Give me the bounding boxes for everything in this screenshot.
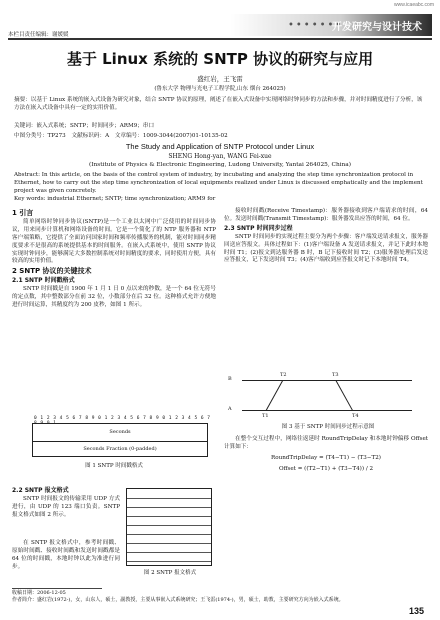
equation-delay: RoundTripDelay = (T4−T1) − (T3−T2) bbox=[271, 454, 381, 461]
figure-1-caption: 图 1 SNTP 时间戳格式 bbox=[85, 463, 143, 469]
figure-2-row bbox=[127, 516, 211, 517]
left-column bbox=[12, 208, 216, 310]
english-authors: SHENG Hong-yan, WANG Fei-xue bbox=[168, 153, 272, 160]
right-column bbox=[224, 208, 428, 265]
decorative-dots: ••••••• bbox=[288, 20, 344, 31]
figure-2 bbox=[122, 486, 218, 582]
figure-3-caption: 图 3 基于 SNTP 时间同步过程示意图 bbox=[281, 424, 375, 430]
figure-3 bbox=[226, 372, 430, 430]
section-2-3-text: SNTP 时间同步的实现过程主要分为两个步骤：客户端发送请求报文，服务器回送应答报文。具体过程如下：(1)客户端设备 A 发送请求报文，并记下此时本地时间 T1；(2)报文到达服务器 B 时，B 记下接收时间 T2；(3)服务器处理后发送应答报文，记下发送时间 T3；(4)客户端收到应答报文时记下本地时间 T4。 bbox=[224, 233, 428, 264]
section-2-1-heading: 2.1 SNTP 时间戳格式 bbox=[12, 277, 75, 285]
header-rule bbox=[8, 38, 432, 40]
figure-3-response-arrow bbox=[336, 380, 353, 410]
figure-2-row bbox=[127, 534, 211, 535]
figure-2-row bbox=[127, 525, 211, 526]
figure-3-label-t1: T1 bbox=[262, 413, 269, 419]
paper-title: 基于 Linux 系统的 SNTP 协议的研究与应用 bbox=[66, 50, 374, 68]
section-2-3-heading: 2.3 SNTP 时间同步过程 bbox=[224, 224, 293, 232]
figure-2-row bbox=[127, 561, 211, 562]
page-number: 135 bbox=[408, 606, 424, 616]
equation-offset: Offset = ((T2−T1) + (T3−T4)) / 2 bbox=[278, 465, 374, 472]
column-editor: 本栏目责任编辑：谢媛媛 bbox=[8, 32, 69, 38]
section-2-2-text: SNTP 时间报文的传输采用 UDP 方式进行，由 UDP 的 123 端口负责。SNTP 报文格式如图 2 所示。 bbox=[12, 495, 120, 518]
figure-1-fraction-label: Seconds Fraction (0-padded) bbox=[83, 446, 157, 452]
figure-1-divider bbox=[33, 441, 207, 442]
section-2-2-text-2: 在 SNTP 报文格式中，参考时间戳、原始时间戳、接收时间戳和发送时间戳都是 64 位的时间戳，本地时钟以此为准进行同步。 bbox=[12, 540, 120, 570]
paper-authors: 盛红岩，王飞雷 bbox=[197, 75, 243, 83]
english-abstract: Abstract: In this article, on the basis of the control system of industry, by incubating and analyzing the step time synchronization protocol in Ethernet, how to carry out the step time synchronization of local equipments realized under Linux is discussed emphatically and the implement project was given concretely. bbox=[14, 172, 423, 194]
figure-1-seconds-label: Seconds bbox=[109, 429, 131, 435]
english-affiliation: (Institute of Physics & Electronic Engineering, Ludong University, Yantai 264025, China) bbox=[88, 162, 351, 168]
section-title: 开发研究与设计技术 bbox=[332, 22, 422, 33]
figure-1 bbox=[12, 416, 216, 468]
section-2-heading: 2 SNTP 协议的关键技术 bbox=[12, 267, 92, 276]
figure-3-label-t4: T4 bbox=[352, 413, 359, 419]
paper-affiliation: (鲁东大学 物理与光电子工程学院,山东 烟台 264025) bbox=[154, 86, 286, 92]
figure-3-label-b: B bbox=[228, 376, 232, 382]
figure-2-row bbox=[127, 543, 211, 544]
right-column-lower bbox=[224, 436, 428, 474]
keywords-cn: 关键词：嵌入式系统；SNTP；时间同步；ARM9；串口 bbox=[14, 123, 155, 129]
abstract-cn: 摘要：以基于 Linux 系统的嵌入式设备为研究对象，结合 SNTP 协议的原理，阐述了在嵌入式设备中实现网络时钟同步的方法和步骤，并对时间精度进行了分析，该方法在嵌入式设备中具有一定的实用价值。 bbox=[14, 97, 423, 111]
figure-1-frame bbox=[32, 423, 208, 457]
figure-3-label-t3: T3 bbox=[332, 372, 339, 378]
figure-2-row bbox=[127, 498, 211, 499]
delay-explanation: 在整个交互过程中，网络往返延时 RoundTripDelay 和本地时钟偏移 Offset 计算如下： bbox=[224, 436, 428, 450]
figure-2-row bbox=[127, 507, 211, 508]
figure-3-label-t2: T2 bbox=[280, 372, 287, 378]
section-1-heading: 1 引言 bbox=[12, 209, 34, 217]
english-keywords: Key words: industrial Ethernet; SNTP; time synchronization; ARM9 for bbox=[14, 196, 216, 202]
footnote-author-bio: 作者简介：盛红岩(1972-)，女，山东人，硕士，副教授，主要从事嵌入式系统研究；王飞雷(1974-)，男，硕士，助教，主要研究方向为嵌入式系统。 bbox=[12, 597, 344, 603]
figure-3-request-arrow bbox=[266, 380, 283, 410]
figure-2-row bbox=[127, 552, 211, 553]
right-column-intro: 接收时间戳(Receive Timestamp)：服务器接收到客户端请求的时间，64 位。发送时间戳(Transmit Timestamp)：服务器发出应答的时间，64 位。 bbox=[224, 208, 428, 222]
footnote-received: 收稿日期：2006-12-05 bbox=[12, 590, 66, 596]
corner-url: www.icaeabc.com bbox=[393, 2, 434, 8]
footnote-rule bbox=[12, 588, 102, 589]
english-title: The Study and Application of SNTP Protocol under Linux bbox=[125, 142, 315, 151]
section-2-2-heading: 2.2 SNTP 报文格式 bbox=[12, 487, 69, 494]
footnotes bbox=[12, 590, 428, 604]
figure-3-client-timeline bbox=[242, 410, 412, 411]
header-band bbox=[0, 0, 440, 38]
section-2-2-continued bbox=[12, 540, 120, 572]
section-1-text: 简单网络时钟同步协议(SNTP)是一个工业以太网中广泛使用的时间同步协议，用来同步计算机和网络设备的时间。它是一个简化了的 NTP 服务器和 NTP 客户端策略，它提供了全面访问国家时间和频率传播服务的机制，能对时间同步精度要求不是很高的系统提供基本的时间服务。在嵌入式系统中，使用 SNTP 协议实现时钟同步，能够满足大多数控制系统对时间精度的要求，同时使用方便，具有较高的实用价值。 bbox=[12, 218, 216, 265]
section-banner bbox=[230, 14, 432, 36]
figure-2-frame bbox=[126, 488, 212, 566]
figure-3-server-timeline bbox=[242, 380, 412, 381]
figure-3-label-a: A bbox=[228, 406, 232, 412]
section-2-2-block bbox=[12, 486, 120, 520]
figure-2-caption: 图 2 SNTP 报文格式 bbox=[143, 570, 197, 576]
section-2-1-text: SNTP 时间戳是自 1900 年 1 月 1 日 0 点以来的秒数，是一个 64 位无符号的定点数，其中整数部分在前 32 位，小数部分在后 32 位。这种格式允许方便地进行时间运算，其精度约为 200 皮秒，如图 1 所示。 bbox=[12, 286, 216, 308]
classification-line: 中图分类号：TP273 文献标识码：A 文章编号：1009-3044(2007)01-10135-02 bbox=[14, 133, 228, 139]
figure-1-bit-ruler: 0 1 2 3 4 5 6 7 8 9 0 1 2 3 4 5 6 7 8 9 0 1 2 3 4 5 6 7 8 9 0 1 bbox=[34, 416, 211, 426]
